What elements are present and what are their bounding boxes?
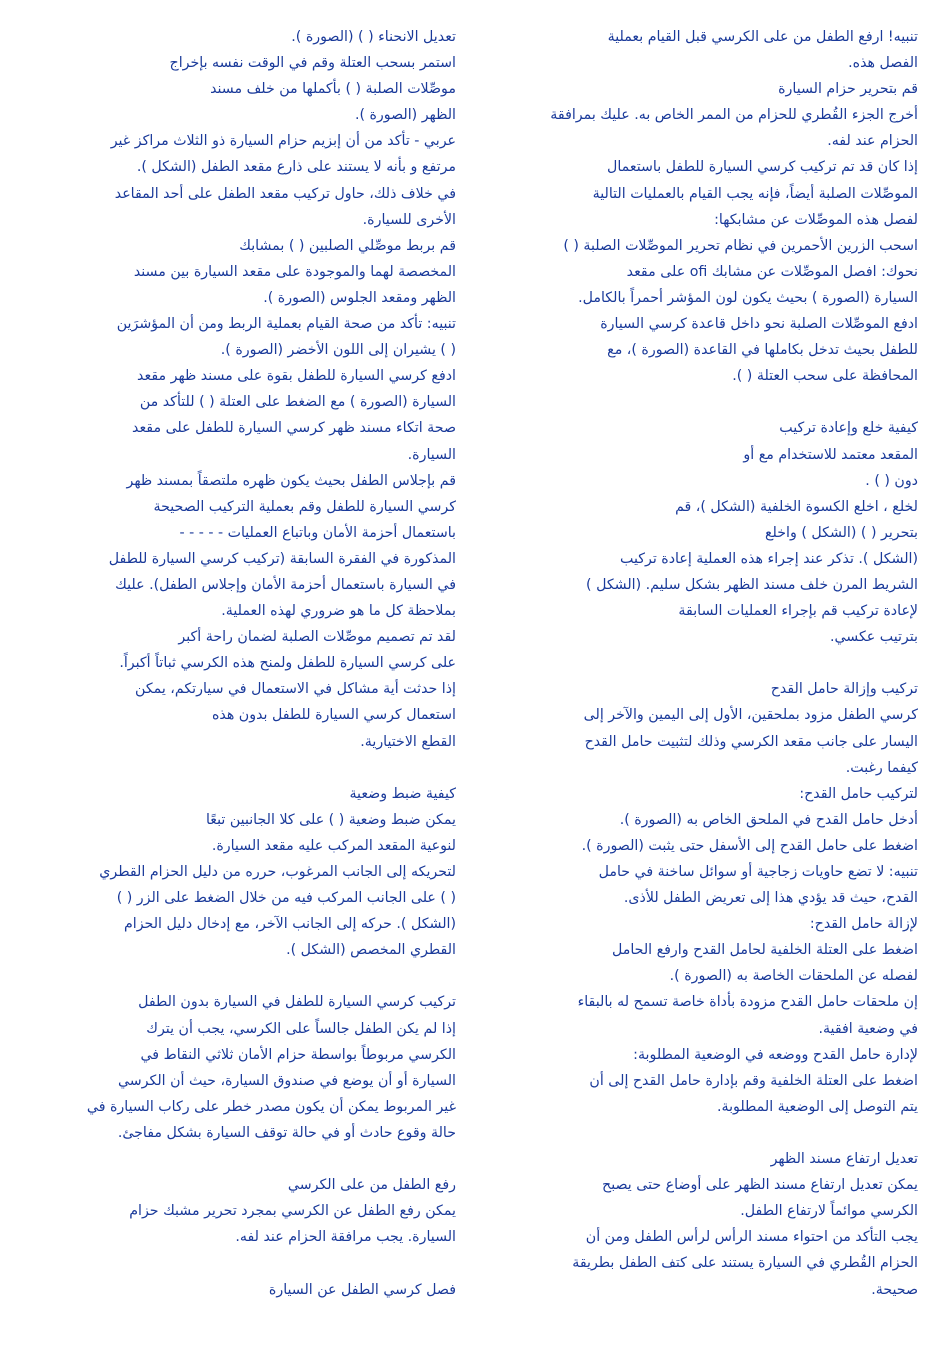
text-line: السيارة. يجب مرافقة الحزام عند لفه.: [235, 1229, 456, 1246]
text-line: نحوك: افصل الموصِّلات عن مشابك ofi على مقعد: [626, 263, 918, 280]
text-line: في وضعية افقية.: [818, 1020, 918, 1037]
text-line: تعديل ارتفاع مسند الظهر: [770, 1151, 918, 1168]
text-line: دون ( ) .: [865, 472, 918, 489]
text-line: بترتيب عكسي.: [829, 629, 918, 646]
text-line: أدخل حامل القدح في الملحق الخاص به (الصورة ).: [619, 811, 918, 828]
text-line: لتركيب حامل القدح:: [799, 785, 918, 802]
text-line: تركيب كرسي السيارة للطفل في السيارة بدون الطفل: [138, 994, 456, 1011]
text-line: قم بربط موصِّلي الصلبين ( ) بمشابك: [239, 237, 456, 254]
text-line: قم بإجلاس الطفل بحيث يكون ظهره ملتصقاً بمسند ظهر: [126, 472, 456, 489]
paragraph-gap: [488, 389, 918, 415]
text-line: للطفل بحيث تدخل بكاملها في القاعدة (الصورة )، مع: [607, 342, 918, 359]
text-line: باستعمال أحزمة الأمان وباتباع العمليات - - - - -: [179, 524, 456, 541]
paragraph-gap: [488, 650, 918, 676]
text-line: في السيارة باستعمال أحزمة الأمان وإجلاس الطفل). عليك: [115, 576, 456, 593]
text-line: السيارة (الصورة ) بحيث يكون لون المؤشر أحمراً بالكامل.: [578, 289, 918, 306]
text-line: يمكن رفع الطفل عن الكرسي بمجرد تحرير مشبك حزام: [129, 1203, 456, 1220]
text-line: بتحرير ( ) (الشكل ) واخلع: [765, 524, 918, 541]
text-line: لفصله عن الملحقات الخاصة به (الصورة ).: [669, 968, 918, 985]
text-line: إذا لم يكن الطفل جالساً على الكرسي، يجب أن يترك: [146, 1020, 456, 1037]
text-line: كيفية خلع وإعادة تركيب: [779, 420, 918, 437]
text-line: المخصصة لهما والموجودة على مقعد السيارة بين مسند: [133, 263, 456, 280]
text-line: لإدارة حامل القدح ووضعه في الوضعية المطلوبة:: [633, 1046, 918, 1063]
text-line: موصِّلات الصلبة ( ) بأكملها من خلف مسند: [210, 81, 456, 98]
text-line: في خلاف ذلك، حاول تركيب مقعد الطفل على أحد المقاعد: [114, 185, 456, 202]
text-line: كرسي الطفل مزود بملحقين، الأول إلى اليمين والآخر إلى: [583, 707, 918, 724]
text-line: الكرسي مربوطاً بواسطة حزام الأمان ثلاثي النقاط في: [140, 1046, 456, 1063]
text-line: اضغط على العتلة الخلفية وقم بإدارة حامل القدح إلى أن: [589, 1072, 918, 1089]
text-line: يجب التأكد من احتواء مسند الرأس لرأس الطفل ومن أن: [585, 1229, 918, 1246]
text-line: الحزام عند لفه.: [827, 133, 918, 150]
text-line: اليسار على جانب مقعد الكرسي وذلك لتثبيت حامل القدح: [584, 733, 918, 750]
text-line: القطع الاختيارية.: [360, 733, 456, 750]
text-line: ادفع الموصِّلات الصلبة نحو داخل قاعدة كرسي السيارة: [600, 316, 918, 333]
text-line: لنوعية المقعد المركب عليه مقعد السيارة.: [211, 837, 456, 854]
text-line: فصل كرسي الطفل عن السيارة: [268, 1281, 456, 1298]
paragraph-gap: [26, 755, 456, 781]
text-line: الظهر ومقعد الجلوس (الصورة ).: [263, 289, 456, 306]
text-line: الشريط المرن خلف مسند الظهر بشكل سليم. (الشكل ): [586, 576, 918, 593]
paragraph-gap: [26, 1250, 456, 1276]
text-line: على كرسي السيارة للطفل ولمنح هذه الكرسي ثباتاً أكبراً.: [119, 655, 456, 672]
text-line: اضغط على حامل القدح إلى الأسفل حتى يثبت (الصورة ).: [581, 837, 918, 854]
text-line: الكرسي موائماً لارتفاع الطفل.: [740, 1203, 918, 1220]
text-line: الموصِّلات الصلبة أيضاً، فإنه يجب القيام بالعمليات التالية: [592, 185, 918, 202]
text-line: كيفية ضبط وضعية: [349, 785, 456, 802]
text-line: ( ) على الجانب المركب فيه من خلال الضغط على الزر ( ): [116, 890, 456, 907]
left-text-column: [26, 24, 456, 1303]
text-line: يمكن ضبط وضعية ( ) على كلا الجانبين تبعًا: [205, 811, 456, 828]
text-line: تعديل الانحناء ( ) (الصورة ).: [291, 29, 456, 45]
text-line: لتحريكه إلى الجانب المرغوب، حرره من دليل الحزام القطري: [99, 864, 456, 880]
text-line: صحيحة.: [871, 1281, 918, 1298]
text-line: لإعادة تركيب قم بإجراء العمليات السابقة: [678, 603, 918, 620]
text-line: أخرج الجزء القُطري للحزام من الممر الخاص به. عليك بمرافقة: [550, 107, 918, 124]
text-line: المحافظة على سحب العتلة ( ).: [732, 368, 918, 385]
text-line: المقعد معتمد للاستخدام مع أو: [743, 446, 918, 463]
text-line: عربي - تأكد من أن إبزيم حزام السيارة ذو الثلاث مراكز غير: [110, 133, 456, 150]
text-line: إن ملحقات حامل القدح مزودة بأداة خاصة تسمح له بالبقاء: [577, 994, 918, 1011]
text-line: الفصل هذه.: [848, 55, 918, 72]
text-line: بملاحظة كل ما هو ضروري لهذه العملية.: [221, 603, 456, 620]
text-line: لإزالة حامل القدح:: [809, 916, 918, 933]
paragraph-gap: [26, 1146, 456, 1172]
text-line: مرتفع و بأنه لا يستند على ذارع مقعد الطفل (الشكل ).: [136, 159, 456, 176]
text-line: السيارة (الصورة ) مع الضغط على العتلة ( ) للتأكد من: [139, 394, 456, 411]
text-line: حالة وقوع حادث أو في حالة توقف السيارة بشكل مفاجئ.: [117, 1124, 456, 1141]
text-line: القطري المخصص (الشكل ).: [286, 942, 456, 959]
text-line: استمر بسحب العتلة وقم في الوقت نفسه بإخراج: [169, 55, 456, 72]
text-line: تنبيه! ارفع الطفل من على الكرسي قبل القيام بعملية: [607, 29, 918, 45]
text-line: يمكن تعديل ارتفاع مسند الظهر على أوضاع حتى يصبح: [602, 1177, 918, 1194]
text-line: رفع الطفل من على الكرسي: [287, 1177, 456, 1194]
text-line: اضغط على العتلة الخلفية لحامل القدح وارفع الحامل: [612, 942, 918, 959]
text-line: قم بتحرير حزام السيارة: [778, 81, 918, 98]
text-line: ادفع كرسي السيارة للطفل بقوة على مسند ظهر مقعد: [137, 368, 456, 385]
text-line: استعمال كرسي السيارة للطفل بدون هذه: [211, 707, 456, 724]
text-line: إذا كان قد تم تركيب كرسي السيارة للطفل باستعمال: [607, 159, 918, 176]
text-line: المذكورة في الفقرة السابقة (تركيب كرسي السيارة للطفل: [108, 550, 456, 567]
paragraph-gap: [488, 1120, 918, 1146]
text-line: القدح، حيث قد يؤدي هذا إلى تعريض الطفل للأذى.: [623, 890, 918, 907]
text-line: (الشكل ). تذكر عند إجراء هذه العملية إعادة تركيب: [620, 550, 918, 567]
right-text-column: [488, 24, 918, 1303]
text-line: صحة اتكاء مسند ظهر كرسي السيارة للطفل على مقعد: [132, 420, 456, 437]
text-line: تنبيه: لا تضع حاويات زجاجية أو سوائل ساخنة في حامل: [598, 864, 918, 880]
text-line: لقد تم تصميم موصِّلات الصلبة لضمان راحة أكبر: [178, 629, 456, 646]
text-line: لفصل هذه الموصِّلات عن مشابكها:: [714, 211, 918, 228]
text-line: تنبيه: تأكد من صحة القيام بعملية الربط ومن أن المؤشرَين: [116, 316, 456, 333]
text-line: تركيب وإزالة حامل القدح: [770, 681, 918, 698]
text-line: السيارة أو أن يوضع في صندوق السيارة، حيث أن الكرسي: [117, 1072, 456, 1089]
text-line: كرسي السيارة للطفل وقم بعملية التركيب الصحيحة: [153, 498, 456, 515]
text-line: لخلع ، اخلع الكسوة الخلفية (الشكل )، قم: [675, 498, 918, 515]
text-line: اسحب الزرين الأحمرين في نظام تحرير الموصِّلات الصلبة ( ): [563, 237, 918, 254]
text-line: ( ) يشيران إلى اللون الأخضر (الصورة ).: [220, 342, 456, 359]
paragraph-gap: [26, 963, 456, 989]
text-line: يتم التوصل إلى الوضعية المطلوبة.: [716, 1098, 918, 1115]
text-line: السيارة.: [407, 446, 456, 463]
text-line: الأخرى للسيارة.: [362, 211, 456, 228]
text-line: الظهر (الصورة ).: [354, 107, 456, 124]
text-line: الحزام القُطري في السيارة يستند على كتف الطفل بطريقة: [572, 1255, 918, 1272]
text-line: إذا حدثت أية مشاكل في الاستعمال في سيارتكم، يمكن: [135, 681, 456, 698]
text-line: كيفما رغبت.: [845, 759, 918, 776]
text-line: (الشكل ). حركه إلى الجانب الآخر، مع إدخال دليل الحزام: [123, 916, 456, 933]
text-line: غير المربوط يمكن أن يكون مصدر خطر على ركاب السيارة في: [86, 1098, 456, 1115]
